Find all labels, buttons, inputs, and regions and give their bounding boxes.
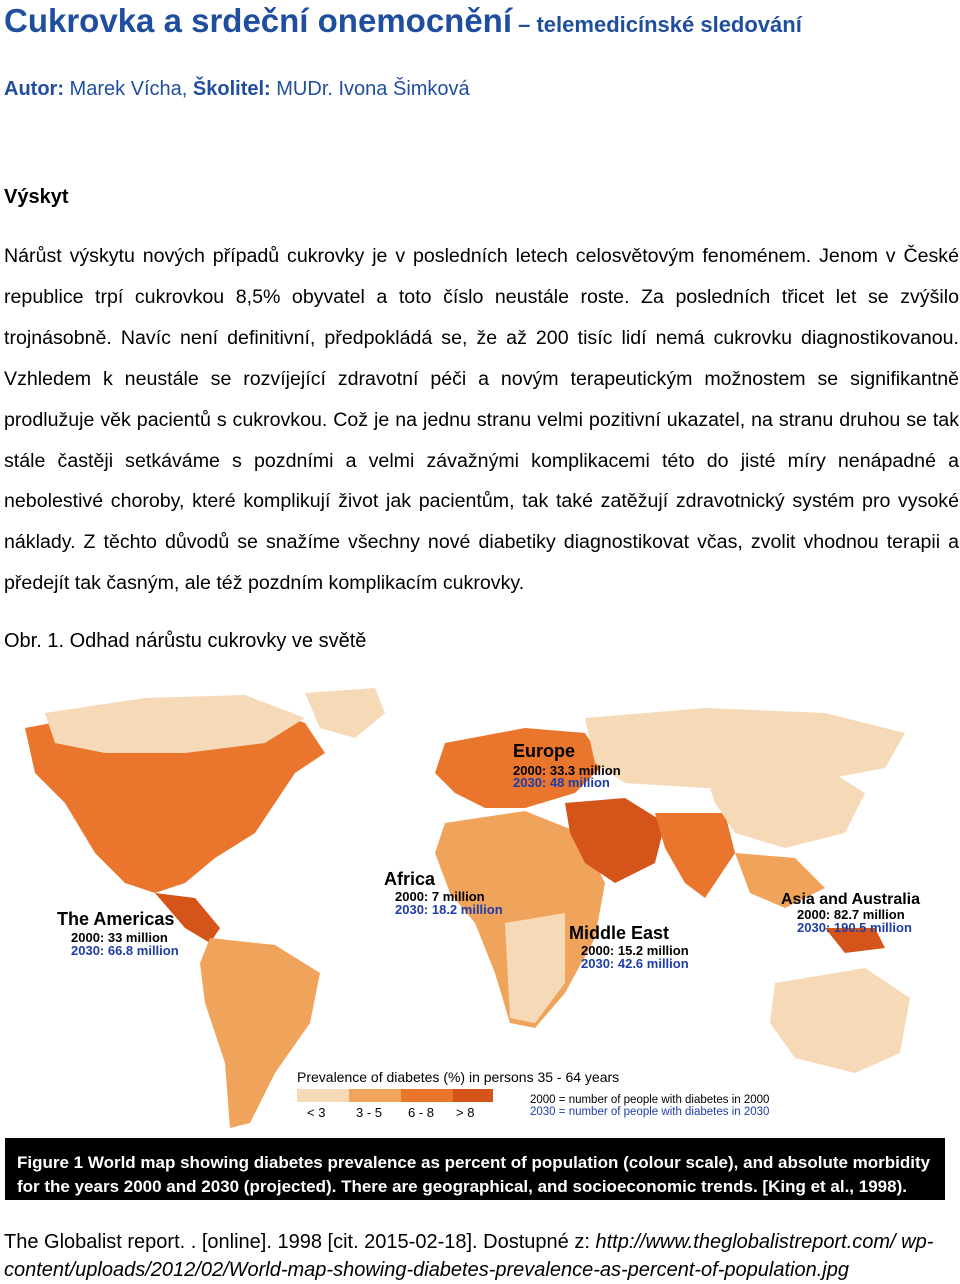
americas-2030: 2030: 66.8 million — [71, 943, 179, 958]
americas-2000: 2000: 33 million — [71, 930, 168, 945]
legend-bin-3-5: 3 - 5 — [356, 1105, 383, 1120]
title-main: Cukrovka a srdeční onemocnění — [4, 2, 513, 39]
middle-east-2000: 2000: 15.2 million — [581, 943, 689, 958]
reference-text: The Globalist report. . [online]. 1998 [cit. 2015-02-18]. Dostupné z: — [4, 1231, 596, 1253]
asia-australia-name: Asia and Australia — [781, 891, 921, 908]
legend-swatch-lt3 — [297, 1089, 349, 1102]
asia-australia-2000: 2000: 82.7 million — [797, 907, 905, 922]
reference — [4, 1228, 954, 1284]
body-paragraph: Nárůst výskytu nových případů cukrovky je v posledních letech celosvětovým fenoménem. Jenom v České republice trpí cukrovkou 8,5% obyvatel a toto číslo neustále roste. Za posledních třicet let se zvýšilo trojnásobně. Navíc není definitivní, předpokládá se, že až 200 tisíc lidí nemá cukrovku diagnostikovanou. Vzhledem k neustále se rozvíjející zdravotní péči a novým terapeutickým možnostem se signifikantně prodlužuje věk pacientů s cukrovkou. Což je na jednu stranu velmi pozitivní ukazatel, na stranu druhou se tak stále častěji setkáváme s pozdními a velmi závažnými komplikacemi této do jisté míry nenápadné a nebolestivé choroby, které komplikují život jak pacientům, tak také zatěžují zdravotnický systém pro vysoké náklady. Z těchto důvodů se snažíme všechny nové diabetiky diagnostikovat včas, zvolit vhodnou terapii a předejít tak časným, ale též pozdním komplikacím cukrovky. — [4, 245, 959, 595]
diabetes-world-map-figure — [5, 683, 945, 1200]
legend-bin-lt3: < 3 — [307, 1105, 326, 1120]
africa-2000: 2000: 7 million — [395, 889, 485, 904]
page-title — [4, 2, 802, 40]
asia-australia-2030: 2030: 190.5 million — [797, 920, 912, 935]
legend-bin-gt8: > 8 — [456, 1105, 475, 1120]
authors-line — [4, 78, 470, 101]
figure-description: Figure 1 World map showing diabetes prevalence as percent of population (colour scale), and absolute morbidity for the years 2000 and 2030 (projected). There are geographical, and socioeconomic trends. [King et al., 1998). — [5, 1138, 945, 1200]
figure-caption: Obr. 1. Odhad nárůstu cukrovky ve světě — [4, 630, 367, 652]
africa-2030: 2030: 18.2 million — [395, 902, 503, 917]
world-map — [5, 683, 945, 1138]
legend-note-2000: 2000 = number of people with diabetes in 2000 — [530, 1094, 770, 1106]
europe-2000: 2000: 33.3 million — [513, 763, 621, 778]
legend-title: Prevalence of diabetes (%) in persons 35 - 64 years — [297, 1069, 620, 1085]
legend-swatch-gt8 — [453, 1089, 493, 1102]
europe-name: Europe — [513, 741, 576, 761]
reference-url[interactable]: http://www.theglobalistreport.com/ wp-content/uploads/2012/02/World-map-showing-diabetes-prevalence-as-percent-of-population.jpg — [4, 1231, 934, 1281]
legend-swatch-6-8 — [401, 1089, 453, 1102]
americas-label — [57, 909, 179, 958]
legend-swatch-3-5 — [349, 1089, 401, 1102]
legend-bin-6-8: 6 - 8 — [408, 1105, 435, 1120]
africa-name: Africa — [384, 869, 436, 889]
asia-australia-label — [781, 891, 920, 935]
title-subtitle: telemedicínské sledování — [536, 12, 802, 37]
author-name: Marek Vícha, — [63, 78, 193, 100]
supervisor-label: Školitel: — [192, 78, 271, 100]
americas-name: The Americas — [57, 909, 175, 929]
section-heading: Výskyt — [4, 186, 69, 208]
legend-note-2030: 2030 = number of people with diabetes in 2030 — [530, 1106, 770, 1118]
title-separator: – — [512, 12, 537, 37]
author-label: Autor: — [4, 78, 64, 100]
supervisor-name: MUDr. Ivona Šimková — [270, 78, 470, 100]
middle-east-name: Middle East — [569, 923, 670, 943]
middle-east-2030: 2030: 42.6 million — [581, 956, 689, 971]
europe-2030: 2030: 48 million — [513, 775, 610, 790]
